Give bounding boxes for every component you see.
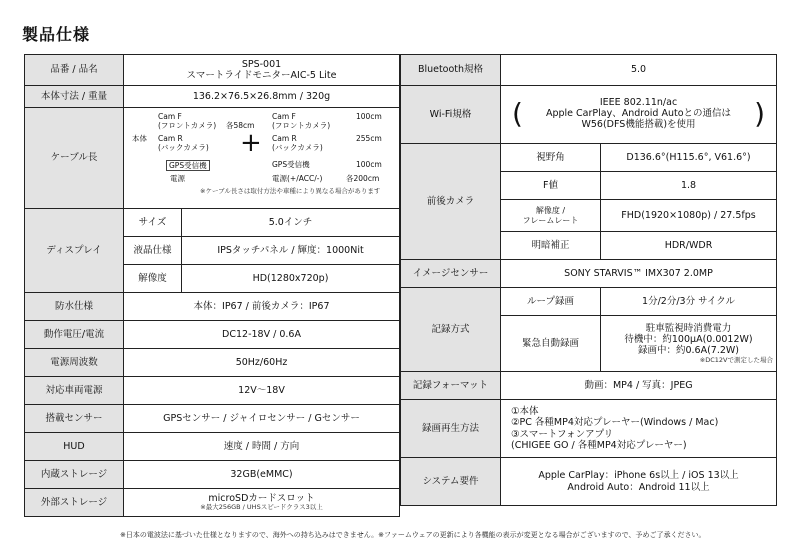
cable-note: ※ケーブル長さは取付方法や車種により異なる場合があります — [200, 187, 381, 195]
cable-len-r: 255cm — [356, 134, 382, 143]
storage-label: 内蔵ストレージ — [25, 461, 124, 489]
cable-rear1: (バックカメラ) — [158, 143, 209, 152]
spec-table-right — [400, 54, 777, 506]
table-row — [401, 55, 777, 86]
cable-body: 本体 — [132, 134, 147, 143]
wifi-label: Wi-Fi規格 — [401, 86, 501, 144]
cable-len-g: 100cm — [356, 160, 382, 169]
vehicle-label: 対応車両電源 — [25, 377, 124, 405]
sensor-label: 搭載センサー — [25, 405, 124, 433]
f-label: F値 — [501, 172, 601, 200]
wdr-label: 明暗補正 — [501, 232, 601, 260]
table-row — [401, 400, 777, 458]
table-row — [25, 108, 400, 209]
panel-label: 液晶仕様 — [124, 237, 182, 265]
table-row — [25, 461, 400, 489]
bt-label: Bluetooth規格 — [401, 55, 501, 86]
cres-value: FHD(1920×1080p) / 27.5fps — [601, 200, 777, 232]
bt-value: 5.0 — [501, 55, 777, 86]
freq-value: 50Hz/60Hz — [124, 349, 400, 377]
park-line3: 録画中：約0.6A(7.2W) — [637, 345, 740, 357]
image-value: SONY STARVIS™ IMX307 2.0MP — [501, 260, 777, 288]
wifi-line2: Apple CarPlay、Android Autoとの通信は — [545, 107, 732, 119]
panel-value: IPSタッチパネル / 輝度：1000Nit — [182, 237, 400, 265]
water-label: 防水仕様 — [25, 293, 124, 321]
voltage-label: 動作電圧/電流 — [25, 321, 124, 349]
fmt-label: 記録フォーマット — [401, 372, 501, 400]
cable-power2: 電源(+/ACC/-) — [272, 174, 323, 183]
footer-note: ※日本の電波法に基づいた仕様となりますので、海外への持ち込みはできません。※ファームウェアの更新により各機能の表示が変更となる場合がございますので、予めご了承ください。 — [120, 531, 706, 539]
fmt-value: 動画：MP4 / 写真：JPEG — [501, 372, 777, 400]
table-row — [25, 377, 400, 405]
table-row — [401, 144, 777, 172]
table-row — [25, 55, 400, 86]
table-row — [401, 458, 777, 506]
cable-gps1: GPS受信機 — [166, 160, 210, 171]
vehicle-value: 12V〜18V — [124, 377, 400, 405]
sys-value — [501, 458, 777, 506]
cable-front1: (フロントカメラ) — [158, 121, 217, 130]
hud-label: HUD — [25, 433, 124, 461]
spec-table-left — [24, 54, 400, 517]
park-line1: 駐車監視時消費電力 — [645, 322, 732, 334]
table-row — [25, 489, 400, 517]
table-row — [25, 433, 400, 461]
storage-value: 32GB(eMMC) — [124, 461, 400, 489]
table-row — [25, 293, 400, 321]
table-row — [25, 209, 400, 237]
fov-value: D136.6°(H115.6°, V61.6°) — [601, 144, 777, 172]
cable-diagram — [124, 108, 400, 209]
play-label: 録画再生方法 — [401, 400, 501, 458]
table-row — [401, 86, 777, 144]
cable-label: ケーブル長 — [25, 108, 124, 209]
park-value — [601, 316, 777, 372]
park-line2: 待機中：約100μA(0.0012W) — [624, 333, 753, 345]
model-name: スマートライドモニターAIC-5 Lite — [186, 70, 337, 81]
play-value — [501, 400, 777, 458]
table-row — [25, 405, 400, 433]
f-value: 1.8 — [601, 172, 777, 200]
play-line2: ②PC 各種MP4対応プレーヤー(Windows / Mac) — [511, 417, 719, 429]
cable-gps2: GPS受信機 — [272, 160, 310, 169]
table-row — [25, 349, 400, 377]
paren-left-icon: ( — [512, 96, 523, 130]
cable-len-f: 100cm — [356, 112, 382, 121]
disp-size-label: サイズ — [124, 209, 182, 237]
cres-label2: フレームレート — [522, 215, 579, 225]
page-title: 製品仕様 — [22, 25, 91, 44]
table-row — [25, 86, 400, 108]
cable-rear2: (バックカメラ) — [272, 143, 323, 152]
water-value: 本体：IP67 / 前後カメラ：IP67 — [124, 293, 400, 321]
disp-size-value: 5.0インチ — [182, 209, 400, 237]
model-code: SPS-001 — [241, 58, 282, 70]
sys-label: システム要件 — [401, 458, 501, 506]
plus-icon: + — [240, 128, 262, 158]
camera-label: 前後カメラ — [401, 144, 501, 260]
cres-label1: 解像度 / — [535, 205, 566, 215]
ext-note: ※最大256GB / UHSスピードクラス3以上 — [200, 503, 323, 512]
sys-line1: Apple CarPlay：iPhone 6s以上 / iOS 13以上 — [538, 470, 739, 482]
cable-cam-r1: Cam R — [158, 134, 183, 143]
size-value: 136.2×76.5×26.8mm / 320g — [124, 86, 400, 108]
ext-label: 外部ストレージ — [25, 489, 124, 517]
wifi-value — [501, 86, 777, 144]
cable-cam-f1: Cam F — [158, 112, 182, 121]
cable-power1: 電源 — [170, 174, 185, 183]
table-row — [401, 260, 777, 288]
loop-value: 1分/2分/3分 サイクル — [601, 288, 777, 316]
play-line4: (CHIGEE GO / 各種MP4対応プレーヤー) — [511, 439, 687, 451]
sensor-value: GPSセンサー / ジャイロセンサー / Gセンサー — [124, 405, 400, 433]
cable-cam-f2: Cam F — [272, 112, 296, 121]
rec-label: 記録方式 — [401, 288, 501, 372]
paren-right-icon: ) — [754, 96, 766, 130]
table-row — [401, 372, 777, 400]
wifi-line1: IEEE 802.11n/ac — [599, 96, 678, 108]
model-label: 品番 / 品名 — [25, 55, 124, 86]
table-row — [401, 288, 777, 316]
size-label: 本体寸法 / 重量 — [25, 86, 124, 108]
display-label: ディスプレイ — [25, 209, 124, 293]
image-label: イメージセンサー — [401, 260, 501, 288]
model-value — [124, 55, 400, 86]
res-value: HD(1280x720p) — [182, 265, 400, 293]
hud-value: 速度 / 時間 / 方向 — [124, 433, 400, 461]
ext-value — [124, 489, 400, 517]
wifi-line3: W56(DFS機能搭載)を使用 — [581, 119, 696, 131]
sys-line2: Android Auto：Android 11以上 — [567, 481, 710, 493]
cable-cam-r2: Cam R — [272, 134, 297, 143]
voltage-value: DC12-18V / 0.6A — [124, 321, 400, 349]
freq-label: 電源周波数 — [25, 349, 124, 377]
table-row — [25, 321, 400, 349]
fov-label: 視野角 — [501, 144, 601, 172]
cable-front2: (フロントカメラ) — [272, 121, 331, 130]
wdr-value: HDR/WDR — [601, 232, 777, 260]
loop-label: ループ録画 — [501, 288, 601, 316]
res-label: 解像度 — [124, 265, 182, 293]
cres-label — [501, 200, 601, 232]
ext-slot: microSDカードスロット — [208, 492, 315, 504]
park-label: 緊急自動録画 — [501, 316, 601, 372]
play-line1: ①本体 — [511, 405, 539, 417]
cable-len-p: 各200cm — [346, 174, 380, 183]
park-note: ※DC12Vで測定した場合 — [699, 355, 774, 364]
play-line3: ③スマートフォンアプリ — [511, 428, 614, 440]
cable-len1: 各58cm — [226, 121, 255, 130]
